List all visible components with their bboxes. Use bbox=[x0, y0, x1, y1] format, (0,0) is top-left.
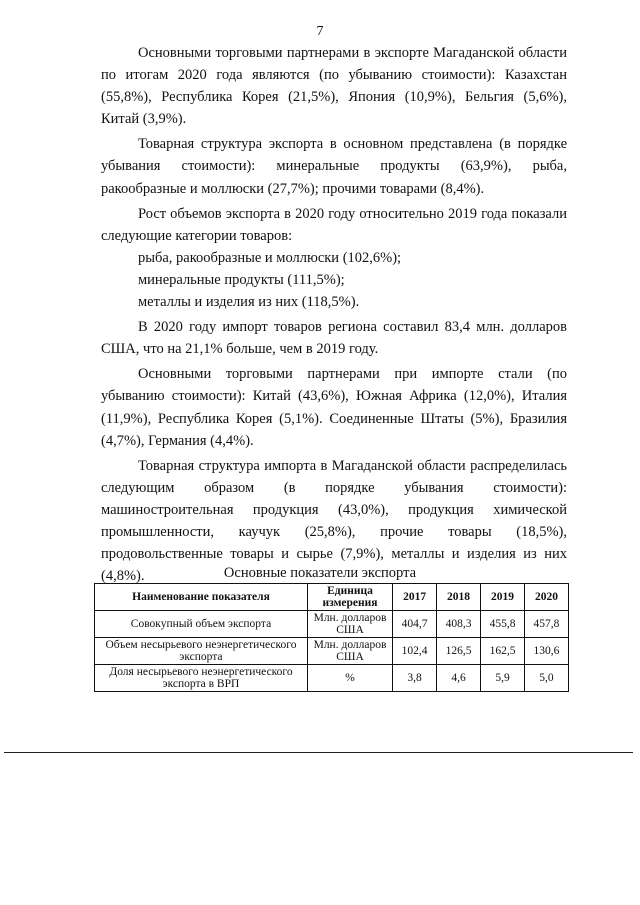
list-item-fish: рыба, ракообразные и моллюски (102,6%); bbox=[138, 249, 402, 266]
paragraph-export-partners: Основными торговыми партнерами в экспорте Магаданской области по итогам 2020 года являются (по убыванию стоимости): Казахстан (55,8%), Республика Корея (21,5%), Япония (10,9%), Бельгия (5,6%), Китай (3,9%). bbox=[101, 45, 567, 128]
row-indicator-name: Объем несырьевого неэнергетического экспорта bbox=[95, 638, 308, 665]
export-indicators-table bbox=[94, 583, 569, 692]
header-unit: Единица измерения bbox=[307, 584, 392, 611]
cell-value-2019: 162,5 bbox=[481, 638, 525, 665]
cell-value-2018: 126,5 bbox=[437, 638, 481, 665]
paragraph-import-structure: Товарная структура импорта в Магаданской области распределилась следующим образом (в порядке убывания стоимости): машиностроительная продукция (43,0%), продукция химической промышленности, каучук (25,8%), прочие товары (18,5%), продовольственные товары и сырье (7,9%), металлы и изделия из них (4,8%). bbox=[101, 457, 567, 585]
paragraph-export-growth: Рост объемов экспорта в 2020 году относительно 2019 года показали следующие категории товаров: bbox=[101, 205, 567, 244]
header-year-2017: 2017 bbox=[393, 584, 437, 611]
document-body bbox=[101, 42, 567, 587]
cell-value-2018: 4,6 bbox=[437, 665, 481, 692]
row-unit: Млн. долларов США bbox=[307, 611, 392, 638]
paragraph-export-structure: Товарная структура экспорта в основном представлена (в порядке убывания стоимости): минеральные продукты (63,9%), рыба, ракообразные и моллюски (27,7%); прочими товарами (8,4%). bbox=[101, 136, 567, 197]
header-year-2020: 2020 bbox=[524, 584, 568, 611]
table-row bbox=[95, 665, 569, 692]
table-header-row bbox=[95, 584, 569, 611]
row-indicator-name: Доля несырьевого неэнергетического экспорта в ВРП bbox=[95, 665, 308, 692]
cell-value-2020: 5,0 bbox=[524, 665, 568, 692]
cell-value-2019: 5,9 bbox=[481, 665, 525, 692]
cell-value-2017: 102,4 bbox=[393, 638, 437, 665]
cell-value-2017: 3,8 bbox=[393, 665, 437, 692]
footer-divider bbox=[4, 752, 633, 753]
header-year-2018: 2018 bbox=[437, 584, 481, 611]
paragraph-import-partners: Основными торговыми партнерами при импорте стали (по убыванию стоимости): Китай (43,6%), Южная Африка (12,0%), Италия (11,9%), Республика Корея (5,1%). Соединенные Штаты (5%), Бразилия (4,7%), Германия (4,4%). bbox=[101, 366, 567, 449]
list-item-minerals: минеральные продукты (111,5%); bbox=[138, 271, 345, 288]
table-row bbox=[95, 611, 569, 638]
table-row bbox=[95, 638, 569, 665]
paragraph-import-volume: В 2020 году импорт товаров региона составил 83,4 млн. долларов США, что на 21,1% больше, чем в 2019 году. bbox=[101, 319, 567, 358]
row-unit: % bbox=[307, 665, 392, 692]
header-year-2019: 2019 bbox=[481, 584, 525, 611]
cell-value-2019: 455,8 bbox=[481, 611, 525, 638]
row-unit: Млн. долларов США bbox=[307, 638, 392, 665]
table-caption: Основные показатели экспорта bbox=[223, 565, 417, 581]
cell-value-2020: 457,8 bbox=[524, 611, 568, 638]
row-indicator-name: Совокупный объем экспорта bbox=[95, 611, 308, 638]
cell-value-2020: 130,6 bbox=[524, 638, 568, 665]
cell-value-2018: 408,3 bbox=[437, 611, 481, 638]
list-item-metals: металлы и изделия из них (118,5%). bbox=[138, 294, 360, 311]
cell-value-2017: 404,7 bbox=[393, 611, 437, 638]
header-indicator-name: Наименование показателя bbox=[95, 584, 308, 611]
page-number: 7 bbox=[316, 24, 324, 39]
